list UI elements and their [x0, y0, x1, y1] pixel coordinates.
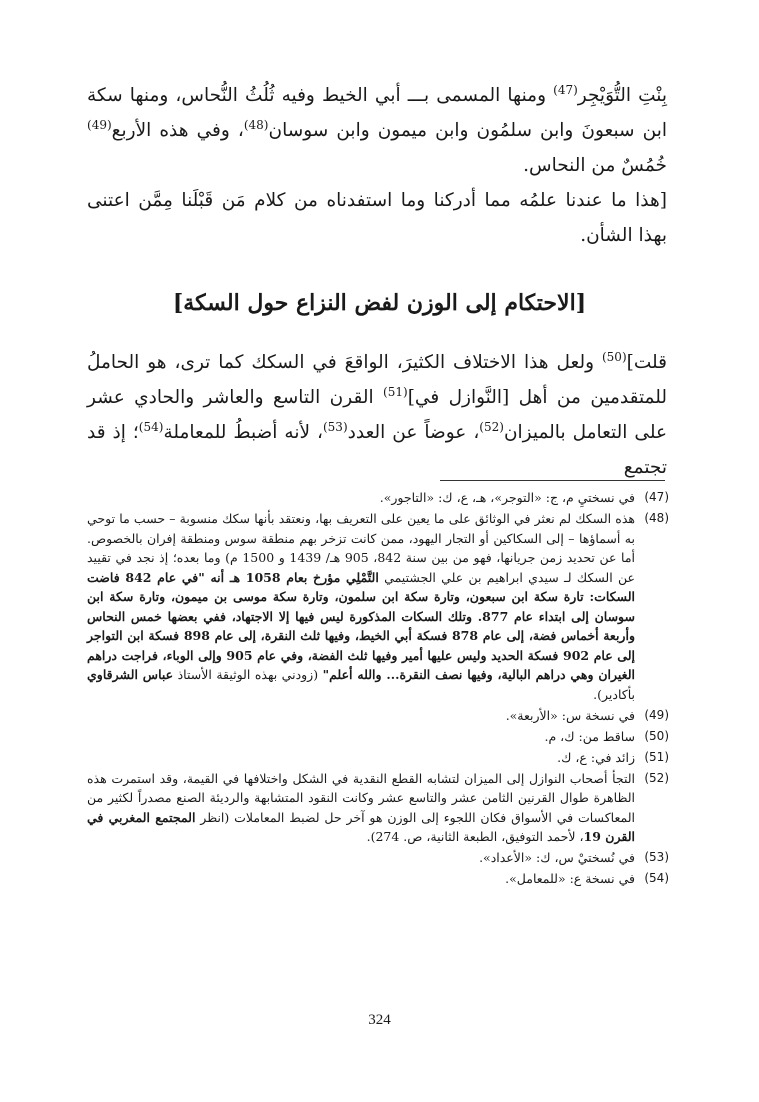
footnote-number: (49)	[644, 707, 669, 722]
footnote-separator	[440, 480, 665, 481]
footnote-text	[87, 509, 635, 704]
footnote-number: (48)	[644, 511, 669, 525]
footnote-ref-48: (48)	[243, 117, 269, 132]
footnote-ref-53: (53)	[322, 419, 348, 434]
footnote-text-run: (زودني بهذه الوثيقة الأستاذ	[173, 667, 323, 682]
paragraph-1	[87, 78, 667, 183]
footnote-number: (50)	[644, 728, 669, 743]
text-run: قلت]	[626, 352, 667, 373]
footnote-text: في نُسختيْ س، ك: «الأعداد».	[479, 850, 635, 865]
footnote-text: زائد في: ع، ك.	[557, 749, 635, 765]
footnote-number: (51)	[644, 749, 669, 764]
footnote-ref-51: (51)	[383, 384, 408, 399]
footnote-text-run: التجأ أصحاب النوازل إلى الميزان لتشابه القطع النقدية في الشكل واختلافها في القيمة، وقد استمرت هذه الظاهرة طوال القرنين الثامن عشر والتاسع عشر وكانت النقود المتشابهة والرديئة الصنع مصدراً لكثير من المعاكسات في الأسواق فكان اللجوء إلى الوزن هو آخر حل لضبط المعاملات (انظر	[87, 770, 635, 825]
footnote-bold-quote: التَّمْلِي مؤرخ بعام 1058 هـ أنه "في عام 842 فاضت السكات: تارة سكة ابن سبعون، وتارة سكة ابن سلمون، وتارة سكة موسى بن ميمون، وتارة سكة ابن سوسان إلى ابتداء عام 877. وتلك السكات المذكورة ليس فيها إلا الاجتهاد، ففي بعضها خمس النحاس وأربعة أخماس فضة، إلى عام 878 فسكة أبي الخيط، وفيها ثلث النقرة، إلى عام 898 فسكة ابن التواجر إلى عام 902 فسكة الحديد وليس عليها أمير وفيها ثلث الفضة، وفي عام 905 وإلى الوباء، فراجت دراهم الغيران وهي دراهم البالية، وفيها نصف النقرة... والله أعلم"	[87, 569, 636, 682]
footnote-bold-title: المجتمع المغربي في القرن 19	[87, 809, 635, 844]
footnote-text-run: ، لأحمد التوفيق، الطبعة الثانية، ص. 274).	[366, 829, 584, 844]
text-run: ، وفي هذه الأربع	[111, 120, 244, 141]
page-number: 324	[368, 1012, 391, 1028]
footnote-number: (47)	[644, 490, 669, 504]
text-run: ولعل هذا الاختلاف الكثيرَ، الواقعَ في السكك كما ترى، هو الحاملُ للمتقدمين من أهل [النَّوازل في]	[87, 352, 668, 408]
text-run: خُمُسٌ من النحاس.	[523, 155, 667, 176]
paragraph-3	[87, 345, 667, 485]
footnote-54	[87, 869, 669, 889]
footnote-51	[87, 748, 669, 768]
footnote-49	[87, 706, 669, 726]
footnote-number: (52)	[644, 770, 669, 785]
footnote-text: في نسخة ع: «للمعامل».	[505, 871, 635, 886]
text-run: ومنها المسمى بـــ أبي الخيط وفيه ثُلُثُ النُّحاس، ومنها سكة ابن سبعونَ وابن سلمُون وابن ميمون وابن سوسان	[87, 85, 667, 141]
text-run: بِنْتِ التُّوَيْجِر	[577, 85, 667, 106]
footnote-52	[87, 769, 669, 847]
footnote-50	[87, 727, 669, 747]
text-run: القرن التاسع والعاشر والحادي عشر على التعامل بالميزان	[87, 387, 667, 443]
text-run: ؛ إذ قد تجتمع	[87, 422, 667, 478]
footnote-ref-52: (52)	[479, 419, 504, 434]
footnote-47	[87, 488, 669, 508]
footnote-text: في نسختيِ م، ج: «التوجر»، هـ، ع، ك: «التاجور».	[379, 490, 635, 505]
footnote-ref-54: (54)	[138, 419, 164, 434]
footnote-text-run: بأكادير).	[593, 686, 635, 702]
footnote-ref-49: (49)	[87, 117, 112, 132]
footnote-number: (54)	[644, 871, 669, 885]
footnote-ref-50: (50)	[601, 349, 627, 364]
footnote-text: في نسخة س: «الأربعة».	[505, 707, 635, 723]
paragraph-2: [هذا ما عندنا علمُه مما أدركنا وما استفدناه من كلام مَن قَبْلَنا مِمَّن اعتنى بهذا الشأن.	[87, 190, 667, 246]
text-run: ، لأنه أضبطُ للمعاملة	[163, 422, 323, 443]
section-heading: [الاحتكام إلى الوزن لفض النزاع حول السكة]	[172, 290, 587, 316]
main-text-top	[87, 78, 667, 253]
text-run: ، عوضاً عن العدد	[347, 422, 480, 443]
footnotes	[87, 488, 669, 890]
footnote-ref-47: (47)	[553, 82, 578, 97]
footnote-text	[87, 769, 635, 847]
footnote-text: ساقط من: ك، م.	[544, 728, 635, 744]
footnote-48	[87, 509, 669, 704]
footnote-53	[87, 848, 669, 868]
main-text-bottom	[87, 345, 667, 485]
footnote-bold-name: عباس الشرقاوي	[87, 667, 174, 682]
footnote-number: (53)	[644, 850, 669, 864]
footnote-text-run: هذه السكك لم نعثر في الوثائق على ما يعين على التعريف بها، ونعتقد بأنها سكك منسوبة – حسب ما توحي به أسماؤها – إلى السكاكين أو التجار اليهود، ممن كانت تزخر بهم منطقة سوس ومنطقة إفران بالخصوص. أما عن تحديد زمن جريانها، فهو من بين سنة 842، 905 هـ/ 1439 و 1500 م) وما بعده؛ إذ نجد في تقييد عن السكك لـ سيدي ابراهيم بن علي الجشتيمي	[87, 511, 636, 585]
